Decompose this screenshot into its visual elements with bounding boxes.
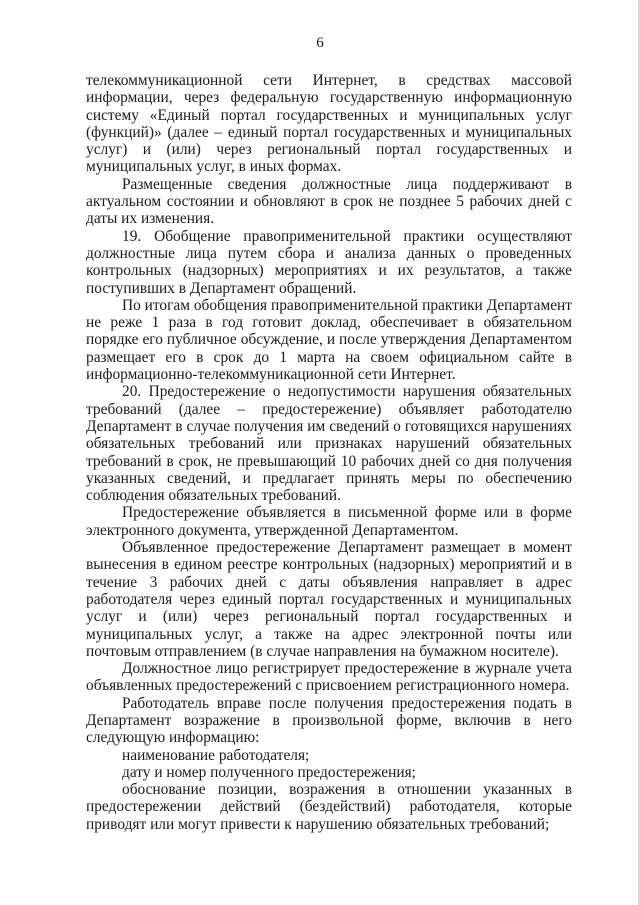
- paragraph-warning-registration: Должностное лицо регистрирует предостережение в журнале учета объявленных предостережений с присвоением регистрационного номера.: [86, 660, 572, 695]
- list-item-objection-grounds: обоснование позиции, возражения в отношении указанных в предостережении действий (бездействий) работодателя, которые приводят или могут привести к нарушению обязательных требований;: [86, 781, 572, 833]
- paragraph-objection-right: Работодатель вправе после получения предостережения подать в Департамент возражение в произвольной форме, включив в него следующую информацию:: [86, 694, 572, 747]
- document-body: [86, 72, 572, 833]
- paragraph-info-update: Размещенные сведения должностные лица поддерживают в актуальном состоянии и обновляют в срок не позднее 5 рабочих дней с даты их изменения.: [86, 175, 572, 228]
- paragraph-annual-report: По итогам обобщения правоприменительной практики Департамент не реже 1 раза в год готовит доклад, обеспечивает в обязательном порядке его публичное обсуждение, и после утверждения Департаментом размещает его в срок до 1 марта на своем официальном сайте в информационно-телекоммуникационной сети Интернет.: [86, 296, 572, 384]
- page-number: 6: [316, 35, 324, 51]
- list-item-employer-name: наименование работодателя;: [122, 746, 310, 764]
- paragraph-warning-publication: Объявленное предостережение Департамент размещает в момент вынесения в едином реестре контрольных (надзорных) мероприятий и в течение 3 рабочих дней с даты объявления направляет в адрес работодателя через единый портал государственных и муниципальных услуг и (или) через региональный портал государственных и муниципальных услуг, а также на адрес электронной почты или почтовым отправлением (в случае направления на бумажном носителе).: [86, 539, 572, 660]
- paragraph-item-20: 20. Предостережение о недопустимости нарушения обязательных требований (далее – предостережение) объявляет работодателю Департамент в случае получения им сведений о готовящихся нарушениях обязательных требований или признаках нарушений обязательных требований в срок, не превышающий 10 рабочих дней со дня получения указанных сведений, и предлагает принять меры по обеспечению соблюдения обязательных требований.: [86, 383, 572, 505]
- list-item-warning-date-number: дату и номер полученного предостережения;: [122, 763, 416, 781]
- paragraph-warning-form: Предостережение объявляется в письменной форме или в форме электронного документа, утвержденной Департаментом.: [86, 504, 572, 539]
- paragraph-continuation: телекоммуникационной сети Интернет, в средствах массовой информации, через федеральную государственную информационную систему «Единый портал государственных и муниципальных услуг (функций)» (далее – единый портал государственных и муниципальных услуг) и (или) через региональный портал государственных и муниципальных услуг, в иных формах.: [86, 72, 572, 176]
- paragraph-item-19: 19. Обобщение правоприменительной практики осуществляют должностные лица путем сбора и анализа данных о проведенных контрольных (надзорных) мероприятиях и их результатов, а также поступивших в Департамент обращений.: [86, 227, 572, 297]
